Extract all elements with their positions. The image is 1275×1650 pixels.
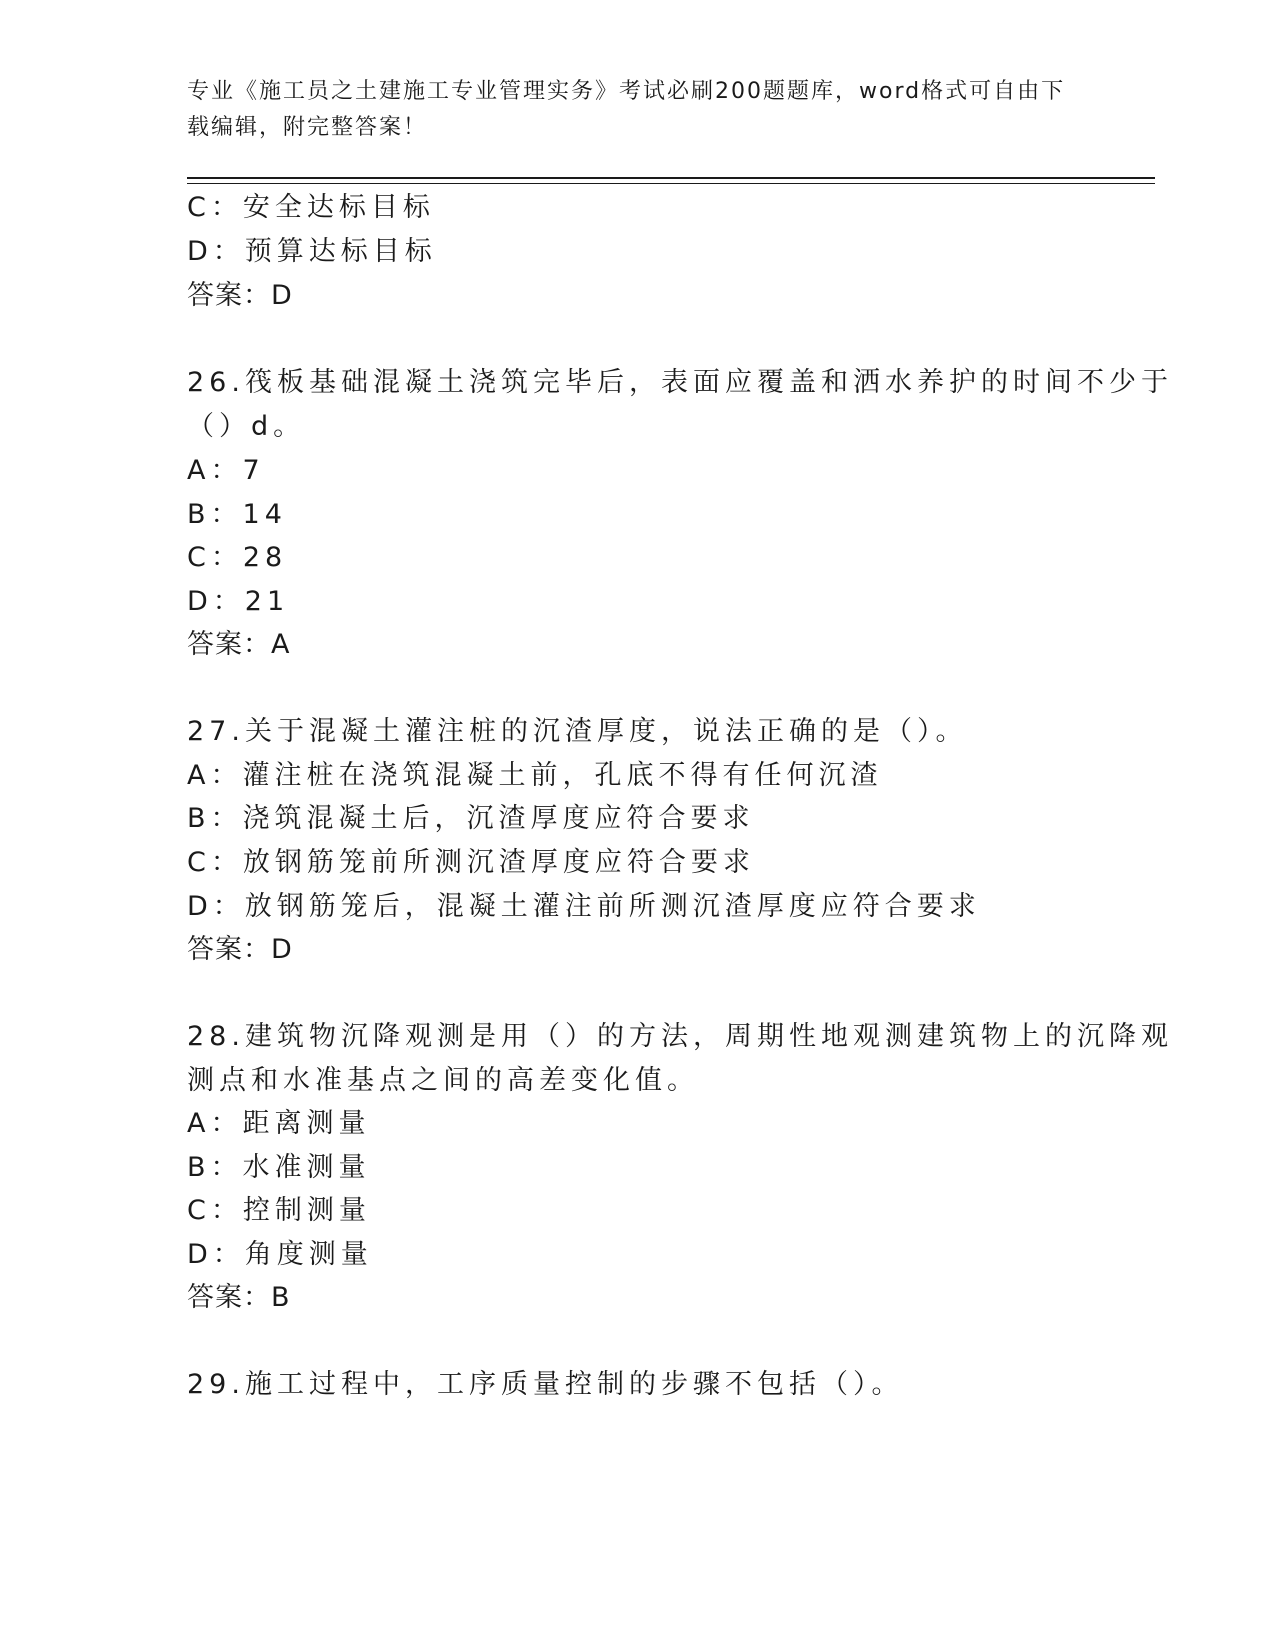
option-b: B：14 — [187, 499, 287, 530]
option-c: C：放钢筋笼前所测沉渣厚度应符合要求 — [187, 847, 755, 878]
question-stem: 29.施工过程中，工序质量控制的步骤不包括（）。 — [187, 1369, 904, 1400]
question-stem: 26.筏板基础混凝土浇筑完毕后，表面应覆盖和洒水养护的时间不少于 — [187, 367, 1173, 398]
answer-line: 答案：D — [187, 280, 293, 311]
option-d: D：角度测量 — [187, 1239, 373, 1270]
option-a: A：7 — [187, 455, 265, 486]
option-d: D：21 — [187, 586, 290, 617]
header-divider-thick — [187, 177, 1155, 179]
option-c: C：安全达标目标 — [187, 192, 435, 223]
option-d: D：放钢筋笼后，混凝土灌注前所测沉渣厚度应符合要求 — [187, 891, 981, 922]
option-b: B：水准测量 — [187, 1152, 371, 1183]
option-a: A：距离测量 — [187, 1108, 371, 1139]
answer-line: 答案：B — [187, 1282, 291, 1313]
question-stem-continued: 测点和水准基点之间的高差变化值。 — [187, 1065, 699, 1096]
answer-line: 答案：A — [187, 629, 291, 660]
option-b: B：浇筑混凝土后，沉渣厚度应符合要求 — [187, 803, 755, 834]
question-stem: 27.关于混凝土灌注桩的沉渣厚度，说法正确的是（）。 — [187, 716, 968, 747]
question-stem-continued: （）d。 — [187, 411, 306, 442]
header-divider-thin — [187, 183, 1155, 184]
option-c: C：28 — [187, 542, 288, 573]
option-c: C：控制测量 — [187, 1195, 371, 1226]
option-a: A：灌注桩在浇筑混凝土前，孔底不得有任何沉渣 — [187, 760, 883, 791]
option-d: D：预算达标目标 — [187, 236, 437, 267]
answer-line: 答案：D — [187, 934, 293, 965]
document-header: 专业《施工员之土建施工专业管理实务》考试必刷200题题库，word格式可自由下载编辑，附完整答案！ — [187, 79, 1066, 140]
question-stem: 28.建筑物沉降观测是用（）的方法，周期性地观测建筑物上的沉降观 — [187, 1021, 1173, 1052]
